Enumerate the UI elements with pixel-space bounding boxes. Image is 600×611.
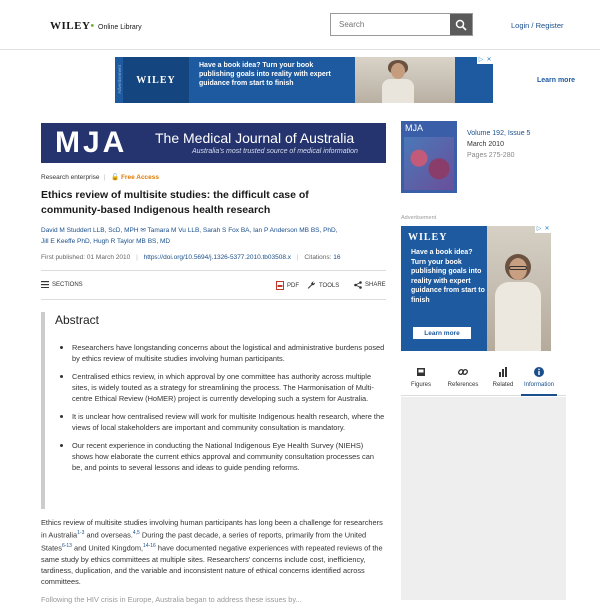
ad-learn-more-button[interactable]: Learn more bbox=[413, 327, 471, 339]
journal-name: The Medical Journal of Australia bbox=[155, 130, 355, 146]
article-section[interactable]: Research enterprise bbox=[41, 174, 100, 181]
tab-label: References bbox=[447, 382, 479, 388]
login-register-link[interactable]: Login / Register bbox=[511, 21, 564, 30]
tab-related[interactable] bbox=[483, 364, 523, 396]
wiley-logo[interactable] bbox=[50, 20, 142, 32]
journal-banner[interactable] bbox=[41, 123, 386, 163]
tab-figures[interactable] bbox=[401, 364, 441, 396]
free-access-badge: Free Access bbox=[120, 174, 160, 181]
ad-brand: WILEY bbox=[123, 57, 189, 103]
abstract-points bbox=[59, 342, 385, 480]
ad-label: Advertisement bbox=[401, 215, 437, 221]
logo-dot: • bbox=[90, 20, 95, 32]
journal-tagline: Australia's most trusted source of medical information bbox=[192, 148, 358, 155]
link-icon bbox=[457, 366, 469, 378]
wrench-icon bbox=[307, 281, 316, 290]
tools-label: TOOLS bbox=[319, 282, 340, 289]
reference-link[interactable]: 1-3 bbox=[77, 530, 85, 537]
citations-count[interactable]: 16 bbox=[333, 254, 341, 261]
list-icon bbox=[41, 281, 49, 288]
divider bbox=[41, 270, 386, 271]
email-icon[interactable]: ✉ bbox=[140, 227, 146, 234]
info-icon bbox=[533, 366, 545, 378]
tab-label: Information bbox=[523, 382, 554, 388]
abstract-point: Researchers have longstanding concerns about the logistical and administrative burdens posed by ethics review of multisite studies involving human participants. bbox=[59, 342, 385, 364]
body-paragraph: Ethics review of multisite studies involving human participants has long been a challenge for researchers in Australia$^{1-3}$ and overseas.$^{4,5}$ During the past decade, a series of reports, primarily from the United States$^{6-13}$ and United Kingdom,$^{14-16}$ have documented negative experiences with repeated reviews of the same study by ethics committees at multiple sites. Researchers' concerns include cost, inefficiency, tardiness, duplication, and the variable and inconsistent nature of ethical concerns identified across committees. bbox=[41, 518, 383, 587]
body-paragraph: Following the HIV crisis in Europe, Australia began to address these issues by... bbox=[41, 594, 302, 604]
bar-chart-icon bbox=[497, 366, 509, 378]
citations-label: Citations: bbox=[304, 254, 332, 261]
author-list bbox=[41, 225, 381, 247]
cover-art bbox=[404, 137, 454, 190]
issue-date: March 2010 bbox=[467, 141, 504, 148]
reference-link[interactable]: 14-16 bbox=[143, 543, 156, 550]
sections-button[interactable] bbox=[41, 281, 83, 288]
author-link[interactable]: Tamara M Vu LLB, Sarah S Fox BA, Ian P Anderson MB BS, PhD, bbox=[147, 227, 338, 234]
lock-icon: 🔓 bbox=[111, 174, 120, 181]
article-body bbox=[41, 517, 386, 611]
abstract-point: It is unclear how centralised review will work for multisite Indigenous health research, where the views of local stakeholders are important and community consultation is mandatory. bbox=[59, 411, 385, 433]
article-title: Ethics review of multisite studies: the difficult case of community-based Indigenous health research bbox=[41, 189, 309, 216]
abstract-section bbox=[41, 312, 386, 509]
tools-button[interactable] bbox=[307, 281, 339, 290]
article-toolbar bbox=[41, 281, 386, 293]
share-button[interactable] bbox=[354, 281, 386, 289]
reference-link[interactable]: 4,5 bbox=[132, 530, 140, 537]
tab-panel bbox=[401, 397, 566, 600]
tab-references[interactable] bbox=[443, 364, 483, 396]
side-tabs bbox=[401, 364, 566, 396]
reference-link[interactable]: 6-13 bbox=[61, 543, 72, 550]
search-button[interactable] bbox=[450, 14, 472, 35]
ad-brand: WILEY bbox=[408, 232, 448, 243]
abstract-point: Our recent experience in conducting the National Indigenous Eye Health Survey (NIEHS) shows how elaborate the current ethics approval and community consultation processes can be, and points to several lessons and ideas to guide pending reforms. bbox=[59, 440, 385, 473]
article-meta: Research enterprise | 🔓 Free Access bbox=[41, 174, 160, 181]
ad-info-icon[interactable]: ▷ bbox=[478, 57, 484, 63]
top-advertisement[interactable] bbox=[115, 57, 576, 103]
author-link[interactable]: Jill E Keeffe PhD, Hugh R Taylor MB BS, MD bbox=[41, 238, 171, 245]
ad-learn-more-button[interactable]: Learn more bbox=[526, 73, 586, 87]
ad-copy: Have a book idea? Turn your book publishing goals into reality with expert guidance from start to finish bbox=[411, 249, 485, 304]
cover-label: MJA bbox=[405, 123, 423, 133]
first-published-label: First published: bbox=[41, 254, 86, 261]
share-label: SHARE bbox=[365, 282, 386, 288]
first-published-date: 01 March 2010 bbox=[86, 254, 131, 261]
sections-label: SECTIONS bbox=[52, 281, 83, 288]
issue-info bbox=[467, 128, 530, 161]
pdf-button[interactable] bbox=[276, 281, 299, 290]
side-advertisement[interactable] bbox=[401, 226, 551, 351]
search-box bbox=[330, 13, 473, 36]
search-input[interactable] bbox=[331, 14, 449, 35]
tab-label: Related bbox=[492, 382, 514, 388]
pdf-icon bbox=[276, 281, 284, 290]
abstract-point: Centralised ethics review, in which approval by one committee has authority across multiple sites, is widely touted as a strategy for streamlining the process. The Harmonisation of Multi-centre Ethical Review (HoMER) project is currently developing such a system for Australia. bbox=[59, 371, 385, 404]
logo-main: WILEY bbox=[50, 20, 91, 32]
ad-photo bbox=[355, 57, 455, 103]
ad-info-icon[interactable]: ▷ bbox=[536, 226, 542, 232]
author-link[interactable]: David M Studdert LLB, ScD, MPH bbox=[41, 227, 139, 234]
top-bar bbox=[0, 0, 600, 50]
issue-pages: Pages 275-280 bbox=[467, 152, 515, 159]
ad-photo bbox=[487, 226, 551, 351]
journal-abbrev: MJA bbox=[55, 126, 128, 159]
divider bbox=[41, 299, 386, 300]
abstract-heading: Abstract bbox=[55, 313, 100, 327]
ad-close-icon[interactable]: ✕ bbox=[544, 226, 550, 232]
publication-info: First published: 01 March 2010 | https://doi.org/10.5694/j.1326-5377.2010.tb03508.x | Citations: 16 bbox=[41, 254, 341, 261]
issue-cover[interactable] bbox=[401, 121, 457, 193]
logo-sub: Online Library bbox=[98, 24, 142, 31]
search-icon bbox=[455, 19, 467, 31]
doi-link[interactable]: https://doi.org/10.5694/j.1326-5377.2010.tb03508.x bbox=[143, 254, 292, 261]
ad-copy: Have a book idea? Turn your book publishing goals into reality with expert guidance from start to finish bbox=[199, 62, 331, 87]
volume-link[interactable]: Volume 192, Issue 5 bbox=[467, 130, 531, 137]
tab-label: Figures bbox=[410, 382, 431, 388]
pdf-label: PDF bbox=[287, 282, 299, 289]
ad-close-icon[interactable]: ✕ bbox=[486, 57, 492, 63]
image-icon bbox=[415, 366, 427, 378]
share-icon bbox=[354, 281, 362, 289]
ad-label: Advertisement bbox=[116, 65, 122, 94]
tab-information[interactable] bbox=[521, 364, 557, 396]
